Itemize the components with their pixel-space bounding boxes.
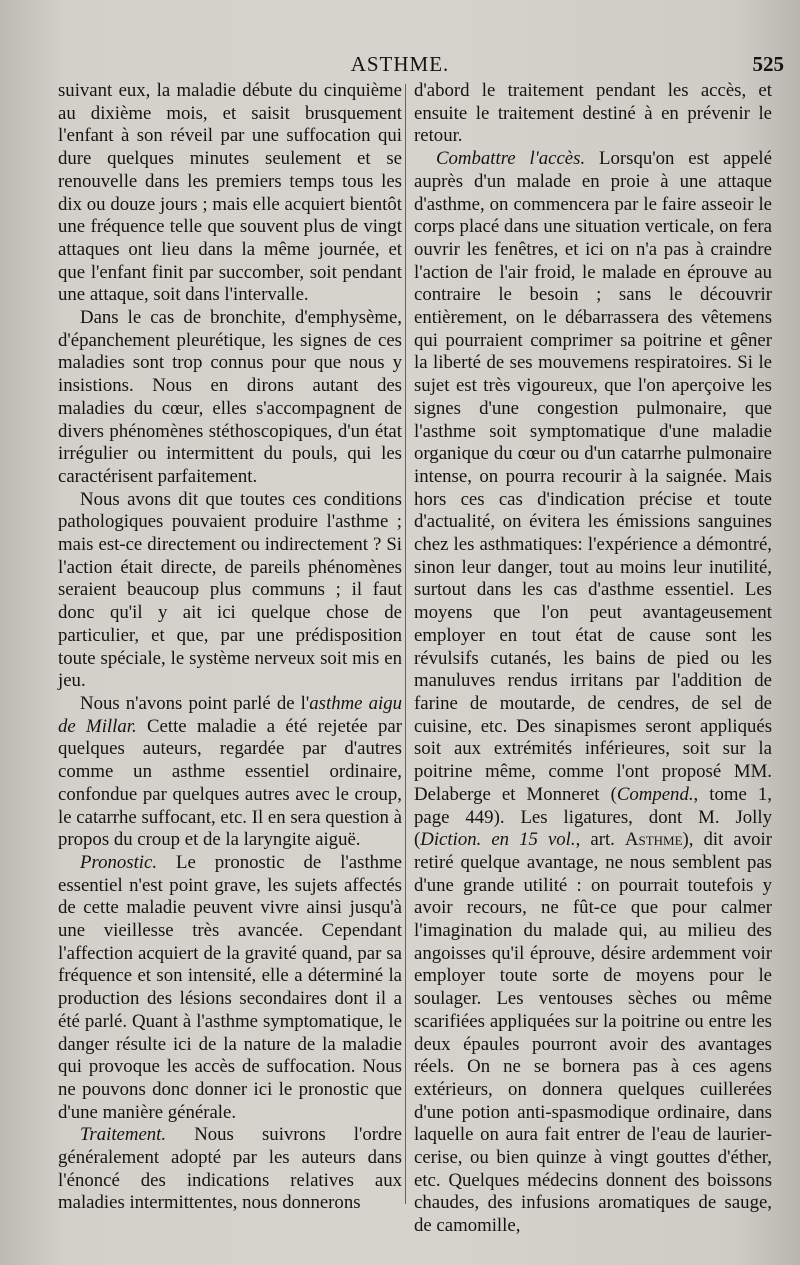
citation: Compend. — [616, 783, 694, 805]
section-label-combattre: Combattre l'accès. — [436, 148, 586, 170]
column-divider — [405, 84, 406, 1204]
text-run: ), dit avoir retiré quelque avantage, ne nous semblent pas d'une grande utilité : on pourrait toutefois y avoir recours, ne fût-ce que pour calmer l'imagination du malade qui, au milieu des angoisses qu'il éprouve, désire ardemment voir employer toute sorte de moyens pour le soulager. Les ventouses sèches ou même scarifiées appliquées sur la poitrine ou entre les deux épaules pourront avoir des avantages réels. On ne se bornera pas à ces agens extérieurs, on donnera quelques cuillerées d'une potion anti-spasmodique ordinaire, dans laquelle on aura fait entrer de l'eau de laurier-cerise, ou bien quinze à vingt gouttes d'éther, etc. Quelques médecins donnent des boissons chaudes, des infusions aromatiques de sauge, de camomille, — [414, 829, 773, 1237]
italic-term: asthme aigu de Millar. — [58, 692, 402, 737]
running-head — [0, 52, 800, 80]
section-label-pronostic: Pronostic. — [80, 851, 158, 873]
text-run: Le pronostic de l'asthme essentiel n'est point grave, les sujets affectés de cette maladie peuvent vivre ainsi jusqu'à une vieillesse très avancée. Cependant l'affection acquiert de la gravité quand, par sa fréquence et son intensité, elle a déterminé la production des lésions secondaires dont il a été parlé. Quant à l'asthme symptomatique, le danger résulte ici de la nature de la maladie qui provoque les accès de suffocation. Nous ne pouvons donc donner ici le pronostic que d'une manière générale. — [58, 851, 402, 1123]
small-caps-term: Asthme — [624, 829, 683, 851]
text-run: Lorsqu'on est appelé auprès d'un malade en proie à une attaque d'asthme, on commencera par le faire asseoir le corps placé dans une situation verticale, on fera ouvrir les fenêtres, et ici on n'a pas à craindre l'action de l'air froid, le malade en éprouve au contraire le besoin ; sans le découvrir entièrement, on le débarrassera des vêtemens qui pourraient comprimer sa poitrine et gêner la liberté de ses mouvemens respiratoires. Si le sujet est très vigoureux, que l'on aperçoive les signes d'une congestion pulmonaire, que l'asthme soit symptomatique d'une maladie organique du cœur ou d'un catarrhe pulmonaire intense, on pourra recourir à la saignée. Mais hors ces cas d'indication précise et toute d'actualité, on évitera les émissions sanguines chez les asthmatiques: l'expérience a démontré, sinon leur danger, tout au moins leur inutilité, surtout dans les cas d'asthme essentiel. Les moyens que l'on peut avantageusement employer en tout état de cause sont les révulsifs cutanés, les bains de pied ou les manuluves rendus irritans par l'addition de farine de moutarde, de cendres, de sel de cuisine, etc. Des sinapismes seront appliqués soit aux extrémités inférieures, soit sur la poitrine même, comme l'ont proposé MM. Delaberge et Monneret ( — [414, 148, 772, 805]
left-column — [58, 80, 402, 1214]
paragraph — [58, 852, 402, 1124]
paragraph: d'abord le traitement pendant les accès, et ensuite le traitement destiné à en prévenir le retour. — [414, 80, 772, 147]
text-run: Nous suivrons l'ordre généralement adopté par les auteurs dans l'énoncé des indications relatives aux maladies intermittentes, nous donnerons — [58, 1124, 402, 1214]
running-title: ASTHME. — [350, 52, 450, 76]
paragraph — [58, 693, 402, 852]
text-run: Nous n'avons point parlé de l' — [80, 692, 310, 714]
paragraph: Nous avons dit que toutes ces conditions pathologiques pouvaient produire l'asthme ; mais est-ce directement ou indirectement ? Si l'action était directe, de pareils phénomènes seraient beaucoup plus communs ; il faut donc qu'il y ait ici quelque chose de particulier, et que, par une prédisposition toute spéciale, le système nerveux soit mis en jeu. — [58, 488, 402, 692]
paragraph: suivant eux, la maladie débute du cinquième au dixième mois, et saisit brusquement l'enfant à son réveil par une suffocation qui dure quelques minutes seulement et se renouvelle dans les premiers temps tous les dix ou douze jours ; mais elle acquiert bientôt une fréquence telle que souvent plus de vingt attaques ont lieu dans la même journée, et que l'enfant finit par succomber, soit pendant une attaque, soit dans l'intervalle. — [58, 80, 402, 306]
section-label-traitement: Traitement. — [80, 1124, 167, 1146]
page-number: 525 — [752, 52, 784, 76]
right-column — [414, 80, 773, 1237]
paragraph — [58, 1124, 402, 1215]
text-run: , art. — [575, 829, 625, 851]
paragraph: Dans le cas de bronchite, d'emphysème, d'épanchement pleurétique, les signes de ces maladies sont trop connus pour que nous y insistions. Nous en dirons autant des maladies du cœur, elles s'accompagnent de divers phénomènes stéthoscopiques, d'un état irrégulier ou intermittent du pouls, qui les caractérisent parfaitement. — [58, 307, 402, 487]
paragraph — [414, 148, 772, 1238]
text-run: Cette maladie a été rejetée par quelques auteurs, regardée par d'autres comme un asthme essentiel ordinaire, confondue par quelques autres avec le croup, le catarrhe suffocant, etc. Il en sera question à propos du croup et de la laryngite aiguë. — [58, 715, 402, 851]
text-run: , tome 1, page 449). Les ligatures, dont M. Jolly ( — [414, 783, 772, 851]
citation: Diction. en 15 vol. — [420, 829, 576, 851]
